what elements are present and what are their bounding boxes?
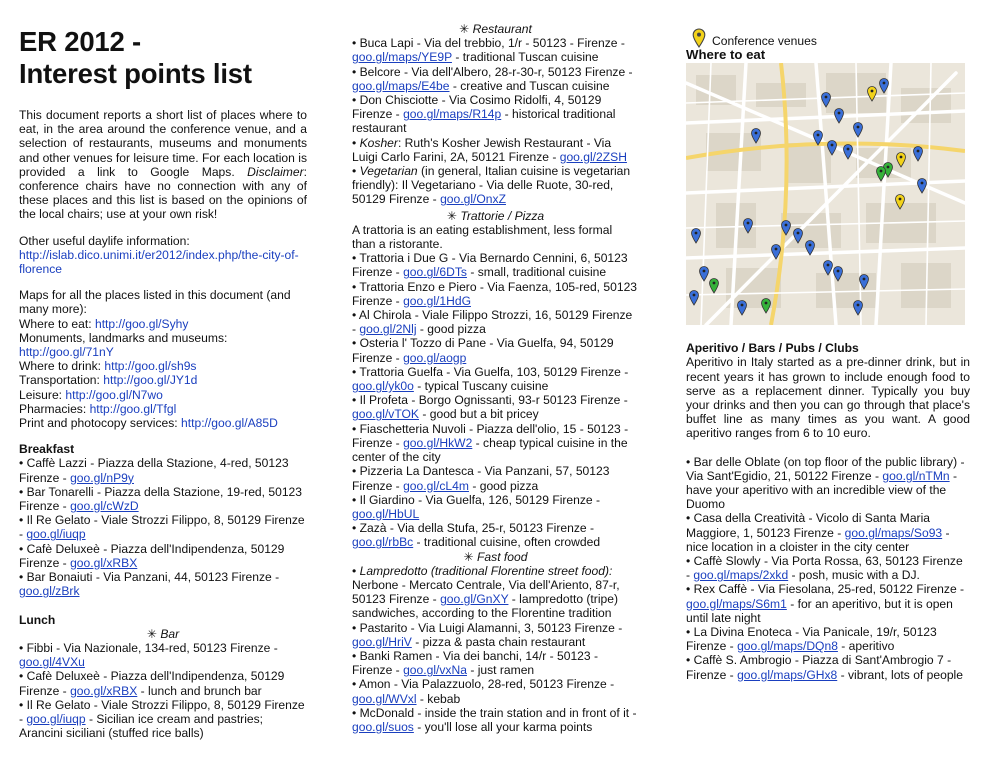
map-link[interactable]: goo.gl/nTMn	[882, 468, 950, 483]
fastfood-list	[352, 564, 639, 734]
map-link-row	[19, 359, 307, 373]
map-marker-dot	[837, 270, 840, 273]
map-link-row	[19, 416, 307, 430]
text-segment: - good pizza	[468, 478, 539, 493]
emphasis-text: Kosher	[359, 135, 398, 150]
text-segment: • Rex Caffè - Via Fiesolana, 25-red, 50122 Firenze -	[686, 582, 965, 597]
text-segment: - typical Tuscany cuisine	[413, 379, 549, 394]
breakfast-heading: Breakfast	[19, 442, 75, 457]
text-segment: - vibrant, lots of people	[837, 667, 963, 682]
text-segment: - good pizza	[416, 322, 486, 337]
map-link[interactable]: goo.gl/4VXu	[19, 655, 85, 670]
text-segment: - for an aperitivo, but it is open until late night	[686, 596, 953, 625]
text-segment: • Don Chisciotte - Via Cosimo Ridolfi, 4, 50129 Firenze -	[352, 93, 602, 122]
text-segment: • Trattoria Enzo e Piero - Via Faenza, 105-red, 50123 Firenze -	[352, 279, 638, 308]
list-item	[352, 464, 639, 492]
map-link[interactable]: goo.gl/GnXY	[440, 592, 509, 607]
map-link[interactable]: goo.gl/OnxZ	[440, 192, 506, 207]
where-to-eat-map[interactable]	[686, 63, 965, 325]
text-segment: • Casa della Creatività - Vicolo di Santa Maria Maggiore, 1, 50123 Firenze -	[686, 511, 930, 540]
text-segment: - small, traditional cuisine	[466, 265, 607, 280]
text-segment: • Al Chirola - Viale Filippo Strozzi, 16, 50129 Firenze -	[352, 308, 633, 337]
text-segment: • Trattoria i Due G - Via Bernardo Cennini, 6, 50123 Firenze -	[352, 251, 628, 280]
list-item	[352, 336, 639, 364]
map-link-row	[19, 388, 307, 402]
map-marker-dot	[693, 294, 696, 297]
map-marker-dot	[899, 198, 902, 201]
text-segment: • Trattoria Guelfa - Via Guelfa, 103, 50129 Firenze -	[352, 364, 629, 379]
map-link-label: Where to eat:	[19, 316, 95, 331]
map-link[interactable]: goo.gl/iuqp	[26, 711, 86, 726]
map-marker-dot	[703, 270, 706, 273]
map-link[interactable]: goo.gl/aogp	[403, 350, 467, 365]
intro-paragraph	[19, 108, 307, 222]
list-item	[686, 582, 970, 625]
map-link[interactable]: goo.gl/nP9y	[70, 470, 134, 485]
map-marker-dot	[713, 282, 716, 285]
breakfast-section	[19, 442, 307, 598]
star-icon: ✳	[463, 549, 474, 564]
map-heading: Where to eat	[686, 47, 766, 62]
column-middle	[352, 22, 639, 734]
map-link[interactable]: goo.gl/maps/R14p	[403, 107, 502, 122]
list-item	[352, 365, 639, 393]
text-segment: - just ramen	[466, 663, 535, 678]
breakfast-list	[19, 456, 307, 598]
map-marker-dot	[765, 302, 768, 305]
maps-intro: Maps for all the places listed in this document (and many more):	[19, 288, 291, 317]
map-link-url[interactable]: http://goo.gl/Tfgl	[89, 401, 177, 416]
restaurant-list	[352, 36, 639, 206]
daylife-label: Other useful daylife information:	[19, 233, 190, 248]
text-segment: • Buca Lapi - Via del trebbio, 1/r - 50123 - Firenze -	[352, 36, 625, 51]
text-segment: • Cafè Deluxeè - Piazza dell'Indipendenza, 50129 Firenze -	[19, 541, 285, 570]
text-segment: - posh, music with a DJ.	[788, 568, 920, 583]
map-marker-dot	[880, 170, 883, 173]
text-segment: : conference chairs have no connection with any of these places and this list is based on the opinions of the local chairs; use at your own risk!	[19, 164, 307, 222]
map-canvas	[686, 63, 965, 325]
map-link[interactable]: goo.gl/vxNa	[403, 663, 467, 678]
map-marker-dot	[747, 222, 750, 225]
list-item	[19, 570, 307, 598]
map-marker-dot	[755, 132, 758, 135]
map-marker-dot	[917, 150, 920, 153]
text-segment: • Il Re Gelato - Viale Strozzi Filippo, 8, 50129 Firenze -	[19, 513, 305, 542]
text-segment: • Banki Ramen - Via dei banchi, 14/r - 50123 - Firenze -	[352, 648, 599, 678]
text-segment: - lunch and brunch bar	[137, 683, 262, 698]
aperitivo-heading: Aperitivo / Bars / Pubs / Clubs	[686, 341, 859, 356]
text-segment: • Zazà - Via della Stufa, 25-r, 50123 Firenze -	[352, 521, 594, 536]
text-segment: - pizza & pasta chain restaurant	[411, 634, 586, 649]
map-link[interactable]: goo.gl/maps/So93	[844, 525, 943, 540]
text-segment: • Pizzeria La Dantesca - Via Panzani, 57, 50123 Firenze -	[352, 464, 610, 493]
text-segment: • Il Re Gelato - Viale Strozzi Filippo, 8, 50129 Firenze -	[19, 697, 305, 726]
title-line-1: ER 2012 -	[19, 26, 142, 57]
list-item	[19, 485, 307, 513]
lunch-bar-list	[19, 641, 307, 740]
aperitivo-intro: Aperitivo in Italy started as a pre-dinner drink, but in recent years it has grown to include enough food to serve as a replacement dinner. Typically you buy your drinks and then you can go through that place's buffet line as many times as you want. A good aperitivo ranges from 6 to 10 euro.	[686, 355, 970, 441]
list-item	[352, 164, 639, 207]
map-link-label: Where to drink:	[19, 359, 105, 374]
emphasis-text: Lampredotto (traditional Florentine street food):	[359, 563, 613, 578]
text-segment: • Bar Bonaiuti - Via Panzani, 44, 50123 Firenze -	[19, 570, 280, 585]
list-item	[19, 641, 307, 669]
list-item	[686, 455, 970, 512]
list-item	[352, 251, 639, 279]
map-link[interactable]: goo.gl/maps/GHx8	[737, 667, 838, 682]
legend-label: Conference venues	[712, 33, 817, 48]
page-title	[19, 26, 307, 90]
text-segment: • Caffè Lazzi - Piazza della Stazione, 4-red, 50123 Firenze -	[19, 456, 289, 485]
trattorie-list	[352, 251, 639, 549]
map-marker-dot	[775, 248, 778, 251]
text-segment: - creative and Tuscan cuisine	[449, 78, 610, 93]
column-left	[19, 26, 307, 740]
list-item	[352, 36, 639, 64]
trattorie-intro: A trattoria is an eating establishment, less formal than a ristorante.	[352, 222, 613, 252]
list-item	[352, 706, 639, 734]
map-link-url[interactable]: http://goo.gl/71nY	[19, 345, 114, 360]
emphasis-text: Vegetarian	[359, 164, 418, 179]
fastfood-subheading: ✳ Fast food	[463, 549, 528, 564]
list-item	[19, 669, 307, 697]
map-link[interactable]: goo.gl/maps/DQn8	[737, 639, 838, 654]
trattorie-subheading: ✳ Trattorie / Pizza	[446, 208, 545, 223]
map-link-label: Print and photocopy services:	[19, 416, 182, 431]
bar-subheading: ✳ Bar	[146, 626, 180, 641]
map-link-row	[19, 402, 307, 416]
map-marker-dot	[887, 166, 890, 169]
daylife-info	[19, 234, 307, 277]
map-link[interactable]: goo.gl/HkW2	[403, 435, 473, 450]
text-segment: - you'll lose all your karma points	[413, 719, 593, 734]
text-segment: - good but a bit pricey	[419, 407, 539, 422]
text-segment: • Pastarito - Via Luigi Alamanni, 3, 50123 Firenze -	[352, 620, 623, 635]
map-link-label: Leisure:	[19, 387, 66, 402]
text-segment: - aperitivo	[837, 639, 895, 654]
map-marker-dot	[817, 134, 820, 137]
map-link-label: Monuments, landmarks and museums:	[19, 330, 228, 345]
map-marker-dot	[847, 148, 850, 151]
text-segment: Nerbone - Mercato Centrale, Via dell'Ariento, 87-r, 50123 Firenze -	[352, 577, 620, 607]
map-marker-dot	[863, 278, 866, 281]
map-link-url[interactable]: http://goo.gl/N7wo	[65, 387, 163, 402]
text-segment: • Il Profeta - Borgo Ognissanti, 93-r 50123 Firenze -	[352, 393, 628, 408]
map-link[interactable]: goo.gl/zBrk	[19, 584, 80, 599]
map-marker-dot	[838, 112, 841, 115]
map-marker-dot	[857, 304, 860, 307]
list-item	[19, 513, 307, 541]
text-segment: • Caffè Slowly - Via Porta Rossa, 63, 50123 Firenze -	[686, 554, 963, 583]
map-link[interactable]: goo.gl/xRBX	[70, 555, 138, 570]
column-right	[686, 22, 970, 682]
map-link[interactable]: goo.gl/HriV	[352, 634, 412, 649]
aperitivo-list	[686, 455, 970, 682]
map-link[interactable]: goo.gl/vTOK	[352, 407, 419, 422]
map-link[interactable]: goo.gl/2Nlj	[359, 322, 417, 337]
text-segment: - kebab	[416, 691, 461, 706]
map-link[interactable]: goo.gl/cWzD	[70, 499, 139, 514]
map-link[interactable]: goo.gl/6DTs	[403, 265, 467, 280]
list-item	[352, 65, 639, 93]
list-item	[19, 456, 307, 484]
list-item	[352, 493, 639, 521]
map-marker-dot	[900, 156, 903, 159]
map-link[interactable]: goo.gl/rbBc	[352, 535, 414, 550]
text-segment: • Amon - Via Palazzuolo, 28-red, 50123 Firenze -	[352, 677, 615, 692]
map-link[interactable]: goo.gl/2ZSH	[559, 149, 627, 164]
map-marker-dot	[857, 126, 860, 129]
map-marker-dot	[695, 232, 698, 235]
map-marker-dot	[797, 232, 800, 235]
text-segment: - nice location in a cloister in the city center	[686, 525, 950, 554]
map-pin-icon	[692, 28, 706, 48]
list-item	[686, 625, 970, 653]
map-marker-dot	[825, 96, 828, 99]
map-link-row	[19, 373, 307, 387]
text-segment: • McDonald - inside the train station and in front of it -	[352, 705, 637, 720]
text-segment: • Belcore - Via dell'Albero, 28-r-30-r, 50123 Firenze -	[352, 64, 633, 79]
lunch-heading: Lunch	[19, 612, 56, 627]
daylife-link[interactable]: http://islab.dico.unimi.it/er2012/index.php/the-city-of-florence	[19, 247, 299, 277]
map-legend	[692, 22, 970, 48]
map-link[interactable]: goo.gl/xRBX	[70, 683, 138, 698]
list-item	[352, 393, 639, 421]
text-segment: • Caffè S. Ambrogio - Piazza di Sant'Ambrogio 7 - Firenze -	[686, 653, 952, 682]
map-links-list	[19, 317, 307, 431]
list-item	[352, 564, 639, 621]
map-link[interactable]: goo.gl/iuqp	[26, 527, 86, 542]
map-link-row	[19, 331, 307, 359]
map-marker-dot	[741, 304, 744, 307]
emphasis-text: Disclaimer	[247, 164, 304, 179]
list-item	[352, 521, 639, 549]
map-marker-dot	[827, 264, 830, 267]
list-item	[352, 677, 639, 705]
map-marker-dot	[921, 182, 924, 185]
map-link-label: Pharmacies:	[19, 401, 90, 416]
text-segment: - historical traditional restaurant	[352, 107, 616, 136]
list-item	[352, 308, 639, 336]
map-marker-dot	[831, 144, 834, 147]
map-marker-dot	[809, 244, 812, 247]
text-segment: • La Divina Enoteca - Via Panicale, 19/r, 50123 Firenze -	[686, 625, 937, 654]
map-link[interactable]: goo.gl/HbUL	[352, 506, 420, 521]
text-segment: This document reports a short list of places where to eat, in the area around the conference venue, and a selection of restaurants, museums and monuments and other venues for leisure time. For each location is provided a link to Google Maps.	[19, 108, 307, 179]
star-icon: ✳	[146, 626, 157, 641]
map-link[interactable]: goo.gl/cL4m	[403, 478, 469, 493]
text-segment: • Fiaschetteria Nuvoli - Piazza dell'olio, 15 - 50123 - Firenze -	[352, 421, 629, 450]
text-segment: (in general, Italian cuisine is vegetarian friendly): Il Vegetariano - Via delle Ruote, 30-red, 50129 Firenze -	[352, 164, 631, 207]
map-link[interactable]: goo.gl/maps/E4be	[352, 78, 450, 93]
text-segment: • Fibbi - Via Nazionale, 134-red, 50123 Firenze -	[19, 640, 278, 655]
text-segment: • Osteria l' Tozzo di Pane - Via Guelfa, 94, 50129 Firenze -	[352, 336, 614, 365]
list-item	[352, 136, 639, 164]
text-segment: • Bar Tonarelli - Piazza della Stazione, 19-red, 50123 Firenze -	[19, 484, 303, 514]
list-item	[686, 554, 970, 582]
list-item	[352, 280, 639, 308]
map-link-label: Transportation:	[19, 373, 104, 388]
text-segment: • Bar delle Oblate (on top floor of the public library) - Via Sant'Egidio, 21, 50122 Firenze -	[686, 454, 965, 483]
text-segment: • Cafè Deluxeè - Piazza dell'Indipendenza, 50129 Firenze -	[19, 669, 285, 698]
lunch-section	[19, 613, 307, 741]
map-marker-dot	[871, 90, 874, 93]
text-segment: •	[352, 563, 360, 578]
map-link-url[interactable]: http://goo.gl/sh9s	[104, 359, 197, 374]
list-item	[352, 93, 639, 136]
map-link[interactable]: goo.gl/maps/2xkd	[693, 568, 789, 583]
map-links	[19, 288, 307, 430]
restaurant-subheading: ✳ Restaurant	[459, 22, 532, 36]
list-item	[19, 542, 307, 570]
map-marker-dot	[785, 224, 788, 227]
list-item	[352, 621, 639, 649]
text-segment: - lampredotto (tripe) sandwiches, according to the Florentine tradition	[352, 592, 618, 621]
text-segment: • Il Giardino - Via Guelfa, 126, 50129 Firenze -	[352, 492, 601, 507]
list-item	[352, 649, 639, 677]
text-segment: - Sicilian ice cream and pastries; Arancini siciliani (stuffed rice balls)	[19, 711, 264, 741]
map-link[interactable]: goo.gl/maps/S6m1	[686, 596, 787, 611]
map-marker-dot	[883, 82, 886, 85]
title-line-2: Interest points list	[19, 58, 252, 89]
list-item	[686, 653, 970, 681]
text-segment: - traditional cuisine, often crowded	[413, 535, 601, 550]
map-link-url[interactable]: http://goo.gl/Syhy	[94, 316, 189, 331]
map-link[interactable]: goo.gl/suos	[352, 719, 414, 734]
text-segment: •	[352, 135, 360, 150]
text-segment: - have your aperitivo with an incredible view of the Duomo	[686, 468, 958, 512]
map-link[interactable]: goo.gl/yk0o	[352, 379, 414, 394]
map-link[interactable]: goo.gl/1HdG	[403, 293, 471, 308]
map-link-url[interactable]: http://goo.gl/JY1d	[103, 373, 198, 388]
map-link[interactable]: goo.gl/maps/YE9P	[352, 50, 452, 65]
list-item	[686, 511, 970, 554]
map-link[interactable]: goo.gl/WVxl	[352, 691, 417, 706]
text-segment: •	[352, 164, 360, 179]
text-segment: - cheap typical cuisine in the center of the city	[352, 435, 628, 465]
text-segment: - traditional Tuscan cuisine	[451, 50, 599, 65]
star-icon: ✳	[446, 208, 457, 223]
map-link-row	[19, 317, 307, 331]
star-icon: ✳	[459, 22, 470, 36]
map-link-url[interactable]: http://goo.gl/A85D	[181, 416, 278, 431]
list-item	[352, 422, 639, 465]
list-item	[19, 698, 307, 741]
text-segment: : Ruth's Kosher Jewish Restaurant - Via Luigi Carlo Farini, 2A, 50121 Firenze -	[352, 135, 612, 164]
